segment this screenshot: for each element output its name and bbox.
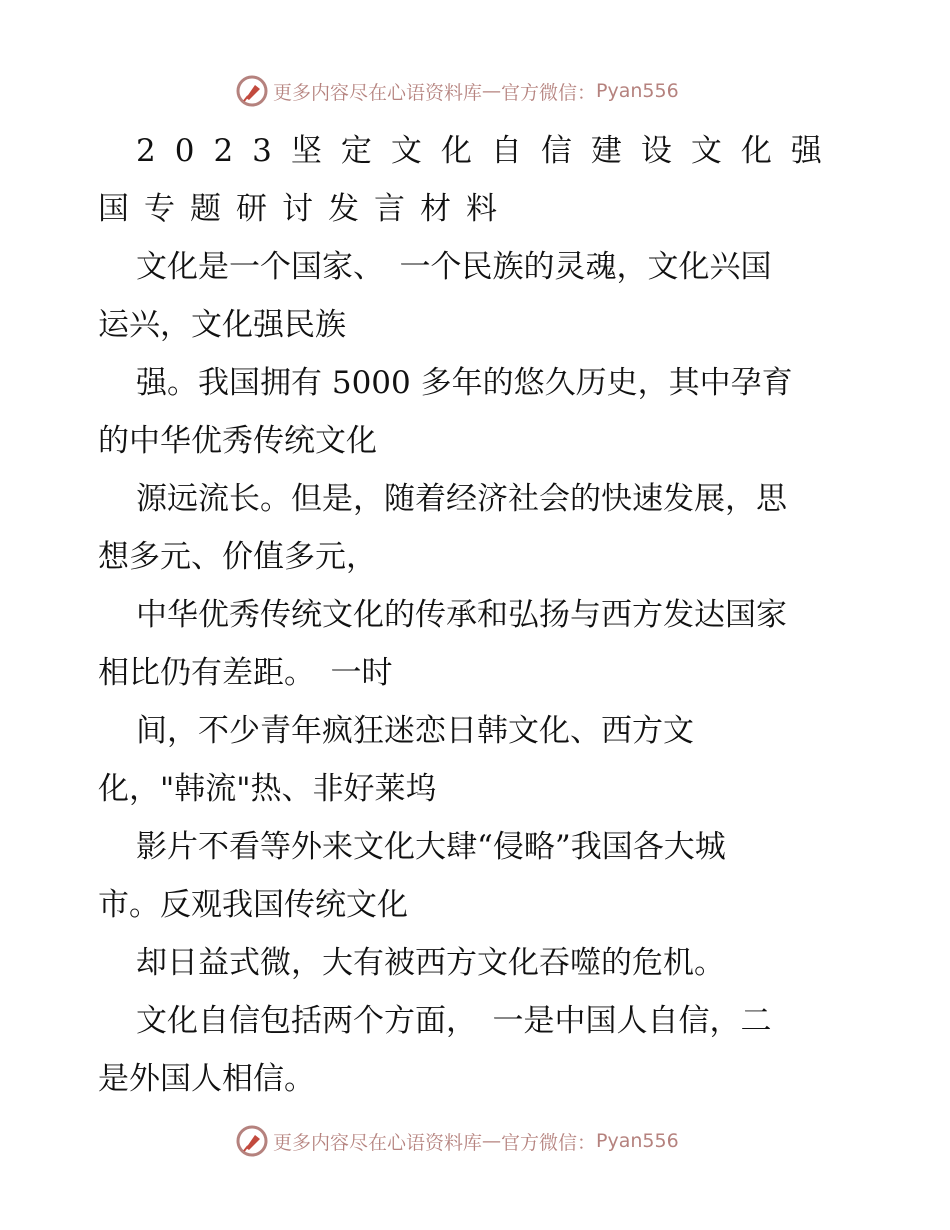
paragraph-line: 相比仍有差距。 一时 [98, 655, 393, 691]
watermark-label: 官方微信： [501, 1131, 597, 1154]
document-body [98, 122, 858, 1108]
pen-nib-circle-icon [235, 74, 269, 108]
paragraph-line: 却日益式微，大有被西方文化吞噬的危机。 [136, 945, 725, 981]
paragraph-line: 间，不少青年疯狂迷恋日韩文化、西方文 [136, 713, 694, 749]
watermark-text: 更多内容尽在心语资料库 [273, 81, 483, 104]
footer-watermark [235, 1123, 679, 1159]
watermark-text: 更多内容尽在心语资料库 [273, 1131, 483, 1154]
paragraph-line: 源远流长。但是，随着经济社会的快速发展，思 [136, 481, 787, 517]
paragraph-line: 想多元、价值多元， [98, 539, 377, 575]
paragraph-line: 影片不看等外来文化大肆“侵略”我国各大城 [136, 829, 726, 865]
paragraph-line: 是外国人相信。 [98, 1061, 315, 1097]
paragraph-line: 文化是一个国家、 一个民族的灵魂，文化兴国 [136, 249, 772, 285]
watermark-separator: — [482, 80, 502, 102]
paragraph-line: 文化自信包括两个方面， 一是中国人自信，二 [136, 1003, 772, 1039]
pen-nib-circle-icon [235, 1124, 269, 1158]
watermark-id: Pyan556 [596, 1130, 679, 1152]
watermark-label: 官方微信： [501, 81, 597, 104]
document-title-line-1: 2023坚定文化自信建设文化强 [136, 133, 841, 169]
document-title-line-2: 国专题研讨发言材料 [98, 191, 512, 227]
paragraph-line: 强。我国拥有 5000 多年的悠久历史，其中孕育 [136, 365, 793, 401]
header-watermark [235, 73, 679, 109]
paragraph-line: 中华优秀传统文化的传承和弘扬与西方发达国家 [136, 597, 787, 633]
paragraph-line: 市。反观我国传统文化 [98, 887, 408, 923]
watermark-separator: — [482, 1130, 502, 1152]
paragraph-line: 运兴，文化强民族 [98, 307, 346, 343]
watermark-id: Pyan556 [596, 80, 679, 102]
paragraph-line: 的中华优秀传统文化 [98, 423, 377, 459]
paragraph-line: 化，"韩流"热、非好莱坞 [98, 771, 437, 807]
